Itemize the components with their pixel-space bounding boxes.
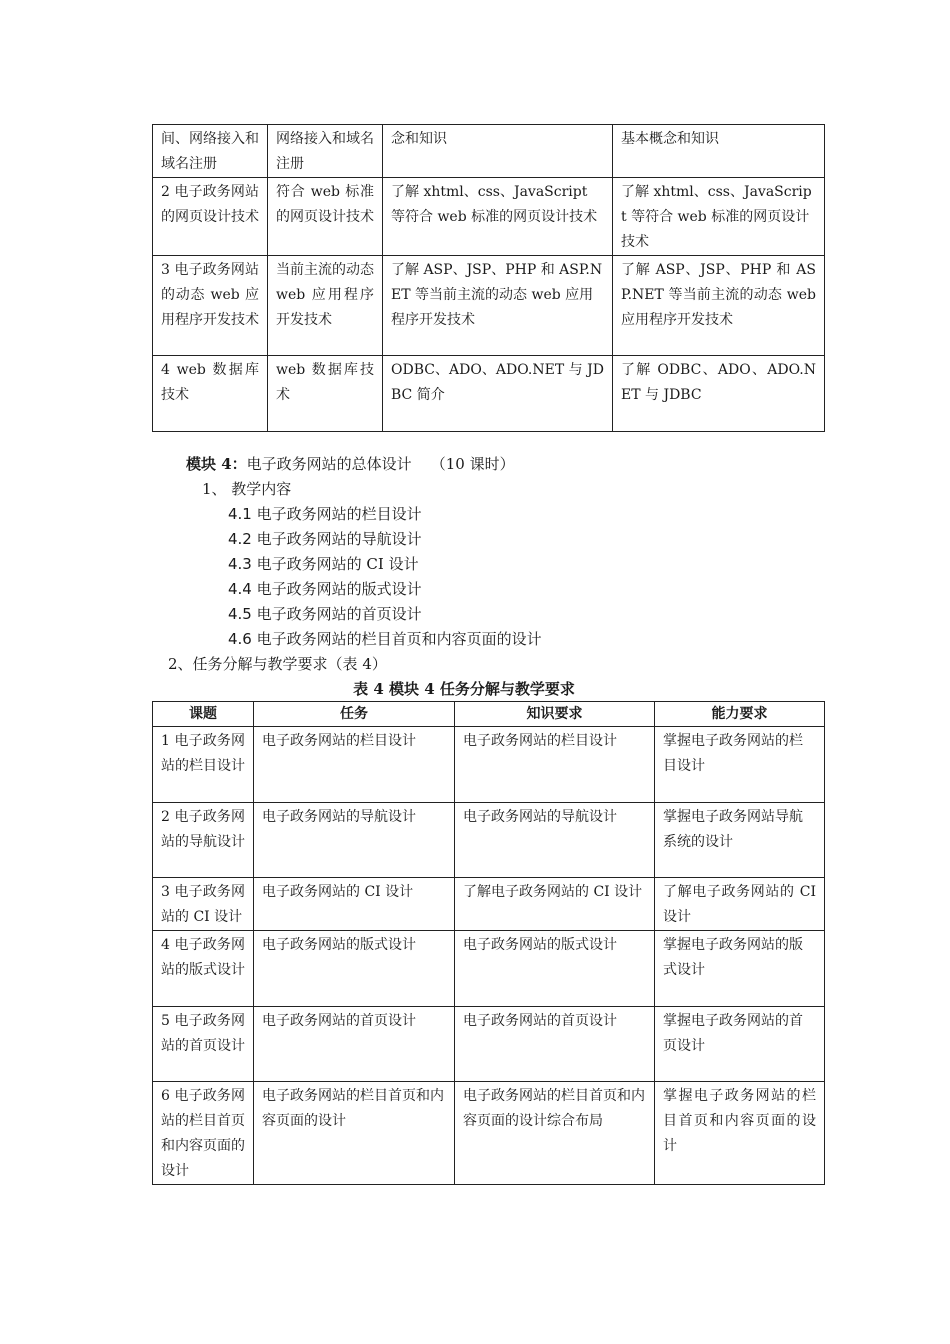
- table-cell: 电子政务网站的栏目设计: [254, 727, 455, 803]
- table-cell: 电子政务网站的导航设计: [455, 803, 655, 878]
- table-cell: 6 电子政务网站的栏目首页和内容页面的设计: [153, 1082, 254, 1185]
- table-row: [153, 878, 825, 931]
- table-cell: 电子政务网站的栏目首页和内容页面的设计综合布局: [455, 1082, 655, 1185]
- column-header: 课题: [153, 702, 254, 727]
- table-cell: 网络接入和域名注册: [268, 125, 383, 178]
- table-cell: 了解 ODBC、ADO、ADO.NET 与 JDBC: [613, 356, 825, 432]
- table-cell: 掌握电子政务网站的栏目设计: [655, 727, 825, 803]
- list-item: [228, 627, 542, 652]
- table-cell: 电子政务网站的版式设计: [254, 931, 455, 1007]
- table-cell: 电子政务网站的首页设计: [254, 1007, 455, 1082]
- table-cell: 4 电子政务网站的版式设计: [153, 931, 254, 1007]
- section-teaching-content: 1、 教学内容: [202, 480, 292, 498]
- table-cell: 4 web 数据库技术: [153, 356, 268, 432]
- table-cell: 掌握电子政务网站的版式设计: [655, 931, 825, 1007]
- table-row: [153, 356, 825, 432]
- item-text: 电子政务网站的导航设计: [256, 530, 422, 548]
- column-header: 任务: [254, 702, 455, 727]
- content-list: [228, 502, 542, 652]
- item-text: 电子政务网站的首页设计: [256, 605, 422, 623]
- table-cell: 电子政务网站的栏目设计: [455, 727, 655, 803]
- table-cell: 基本概念和知识: [613, 125, 825, 178]
- table-cell: 当前主流的动态 web 应用程序开发技术: [268, 256, 383, 356]
- table-cell: 间、网络接入和域名注册: [153, 125, 268, 178]
- module-title: 电子政务网站的总体设计: [246, 455, 412, 473]
- module-heading: [186, 452, 515, 477]
- table-3-continued: [152, 124, 825, 432]
- table-cell: 3 电子政务网站的动态 web 应用程序开发技术: [153, 256, 268, 356]
- table-row: [153, 1082, 825, 1185]
- table-header-row: [153, 702, 825, 727]
- item-text: 电子政务网站的栏目设计: [256, 505, 422, 523]
- list-item: [228, 502, 542, 527]
- table-4-caption: 表 4 模块 4 任务分解与教学要求: [353, 680, 575, 698]
- table-cell: 电子政务网站的导航设计: [254, 803, 455, 878]
- table-row: [153, 931, 825, 1007]
- list-item: [228, 602, 542, 627]
- list-item: [228, 552, 542, 577]
- section-task-breakdown: 2、任务分解与教学要求（表 4）: [168, 655, 387, 673]
- table-cell: 电子政务网站的首页设计: [455, 1007, 655, 1082]
- table-cell: 电子政务网站的 CI 设计: [254, 878, 455, 931]
- table-cell: 了解 xhtml、css、JavaScript 等符合 web 标准的网页设计技术: [613, 178, 825, 256]
- table-cell: 电子政务网站的栏目首页和内容页面的设计: [254, 1082, 455, 1185]
- table-cell: 了解电子政务网站的 CI 设计: [655, 878, 825, 931]
- list-item: [228, 527, 542, 552]
- table-cell: 5 电子政务网站的首页设计: [153, 1007, 254, 1082]
- table-cell: 1 电子政务网站的栏目设计: [153, 727, 254, 803]
- item-number: 4.2: [228, 530, 252, 548]
- module-hours: （10 课时）: [430, 455, 515, 473]
- module-label: 模块 4：: [186, 455, 247, 473]
- item-number: 4.6: [228, 630, 252, 648]
- table-cell: 掌握电子政务网站的首页设计: [655, 1007, 825, 1082]
- table-cell: 了解 xhtml、css、JavaScript 等符合 web 标准的网页设计技术: [383, 178, 613, 256]
- table-cell: web 数据库技术: [268, 356, 383, 432]
- column-header: 知识要求: [455, 702, 655, 727]
- table-cell: ODBC、ADO、ADO.NET 与 JDBC 简介: [383, 356, 613, 432]
- table-cell: 2 电子政务网站的导航设计: [153, 803, 254, 878]
- item-text: 电子政务网站的版式设计: [256, 580, 422, 598]
- table-row: [153, 256, 825, 356]
- table-row: [153, 1007, 825, 1082]
- table-cell: 了解电子政务网站的 CI 设计: [455, 878, 655, 931]
- list-item: [228, 577, 542, 602]
- item-number: 4.1: [228, 505, 252, 523]
- item-text: 电子政务网站的 CI 设计: [256, 555, 419, 573]
- item-number: 4.4: [228, 580, 252, 598]
- table-cell: 掌握电子政务网站导航系统的设计: [655, 803, 825, 878]
- column-header: 能力要求: [655, 702, 825, 727]
- item-text: 电子政务网站的栏目首页和内容页面的设计: [256, 630, 542, 648]
- table-cell: 了解 ASP、JSP、PHP 和 ASP.NET 等当前主流的动态 web 应用程序开发技术: [383, 256, 613, 356]
- table-row: [153, 727, 825, 803]
- item-number: 4.5: [228, 605, 252, 623]
- table-row: [153, 178, 825, 256]
- item-number: 4.3: [228, 555, 252, 573]
- table-cell: 2 电子政务网站的网页设计技术: [153, 178, 268, 256]
- table-cell: 电子政务网站的版式设计: [455, 931, 655, 1007]
- table-cell: 符合 web 标准的网页设计技术: [268, 178, 383, 256]
- table-4: [152, 701, 825, 1185]
- table-cell: 了解 ASP、JSP、PHP 和 ASP.NET 等当前主流的动态 web 应用程序开发技术: [613, 256, 825, 356]
- table-row: [153, 803, 825, 878]
- table-cell: 3 电子政务网站的 CI 设计: [153, 878, 254, 931]
- table-cell: 掌握电子政务网站的栏目首页和内容页面的设计: [655, 1082, 825, 1185]
- table-cell: 念和知识: [383, 125, 613, 178]
- table-row: [153, 125, 825, 178]
